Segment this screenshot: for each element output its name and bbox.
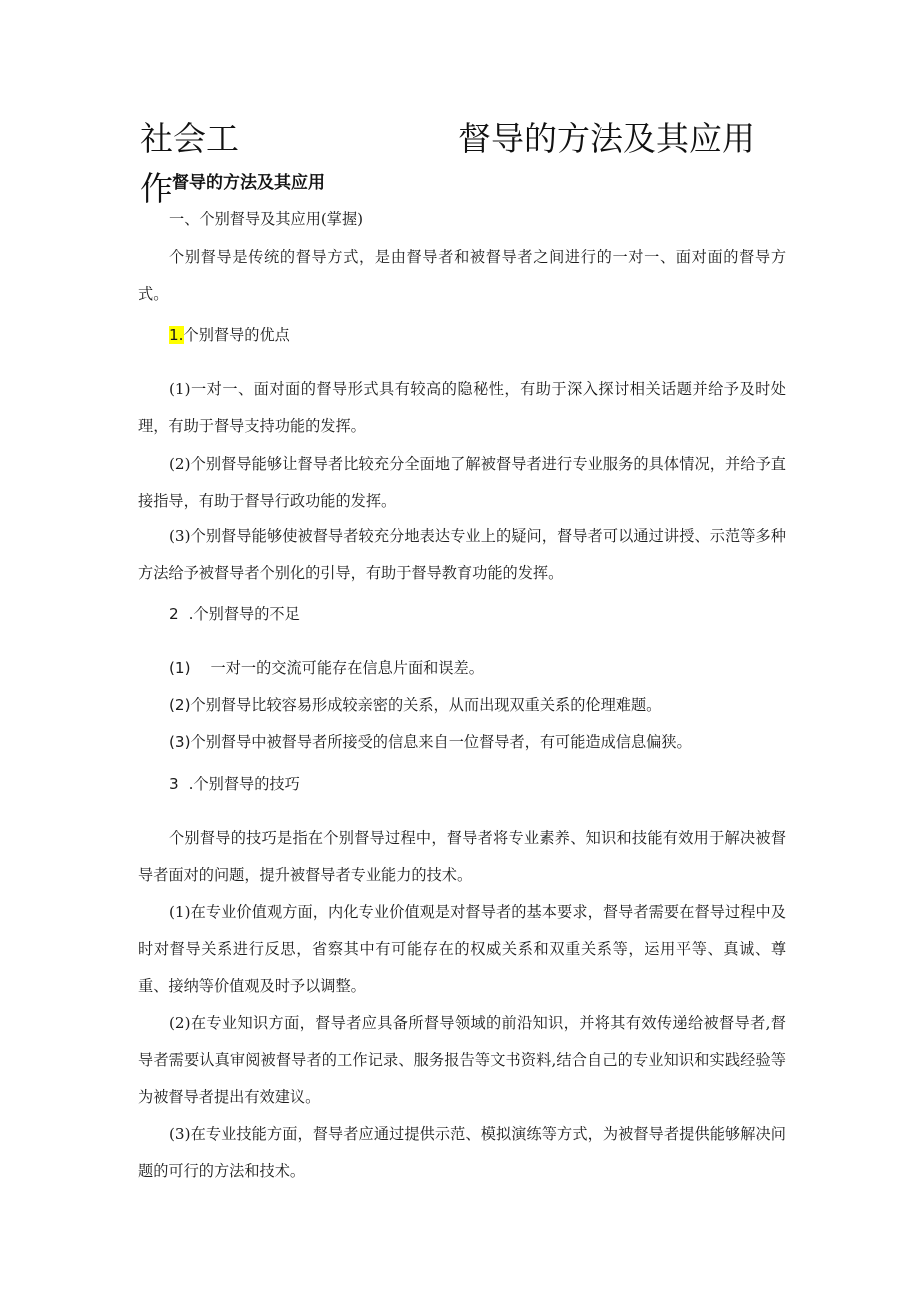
highlighted-number: 1.: [169, 326, 184, 344]
heading-number: 3: [169, 775, 179, 793]
heading-disadvantages-text: .个别督导的不足: [188, 605, 300, 623]
heading-skills-text: .个别督导的技巧: [188, 775, 300, 793]
item-number: (1): [169, 659, 191, 677]
heading-advantages-text: 个别督导的优点: [183, 326, 290, 344]
skill-paragraph: (3)在专业技能方面，督导者应通过提供示范、模拟演练等方式，为被督导者提供能够解决问题的可行的方法和技术。: [138, 1125, 786, 1180]
item-number: (2): [169, 696, 191, 714]
subtitle: 督导的方法及其应用: [172, 173, 325, 193]
advantage-paragraph: (1)一对一、面对面的督导形式具有较高的隐秘性，有助于深入探讨相关话题并给予及时处理，有助于督导支持功能的发挥。: [138, 380, 786, 435]
advantage-paragraph: (3)个别督导能够使被督导者较充分地表达专业上的疑问，督导者可以通过讲授、示范等多种方法给予被督导者个别化的引导，有助于督导教育功能的发挥。: [138, 527, 786, 582]
advantage-paragraph: (2)个别督导能够让督导者比较充分全面地了解被督导者进行专业服务的具体情况，并给予直接指导，有助于督导行政功能的发挥。: [138, 455, 786, 510]
item-text: 一对一的交流可能存在信息片面和误差。: [210, 659, 484, 677]
skills-intro-paragraph: 个别督导的技巧是指在个别督导过程中，督导者将专业素养、知识和技能有效用于解决被督导者面对的问题，提升被督导者专业能力的技术。: [138, 829, 786, 884]
heading-skills: [169, 766, 300, 803]
section-heading: 一、个别督导及其应用(掌握): [169, 210, 364, 228]
disadvantage-item: [169, 724, 692, 761]
title-right: 督导的方法及其应用: [458, 119, 755, 158]
heading-advantages: [169, 317, 290, 354]
item-text: 个别督导比较容易形成较亲密的关系，从而出现双重关系的伦理难题。: [190, 696, 662, 714]
heading-number: 2: [169, 605, 179, 623]
disadvantage-item: [169, 650, 484, 687]
intro-paragraph: 个别督导是传统的督导方式，是由督导者和被督导者之间进行的一对一、面对面的督导方式。: [138, 248, 786, 303]
disadvantage-item: [169, 687, 661, 724]
item-text: 个别督导中被督导者所接受的信息来自一位督导者，有可能造成信息偏狭。: [190, 733, 692, 751]
item-number: (3): [169, 733, 191, 751]
skill-paragraph: (2)在专业知识方面，督导者应具备所督导领域的前沿知识，并将其有效传递给被督导者,督导者需要认真审阅被督导者的工作记录、服务报告等文书资料,结合自己的专业知识和实践经验等为被督导者提出有效建议。: [138, 1014, 786, 1106]
skill-paragraph: (1)在专业价值观方面，内化专业价值观是对督导者的基本要求，督导者需要在督导过程中及时对督导关系进行反思，省察其中有可能存在的权威关系和双重关系等，运用平等、真诚、尊重、接纳等价值观及时予以调整。: [138, 903, 786, 995]
title-left: 社会工作: [140, 119, 239, 208]
heading-disadvantages: [169, 596, 300, 633]
